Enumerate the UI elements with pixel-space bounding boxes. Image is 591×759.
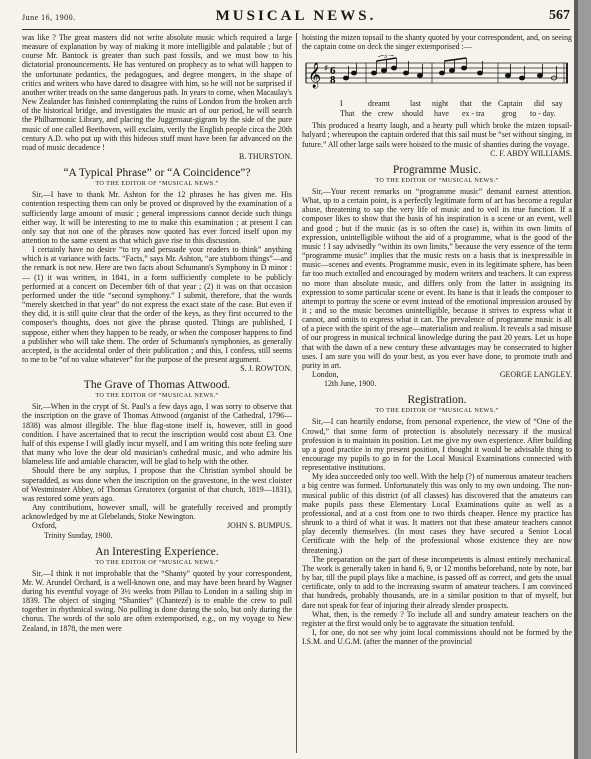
paragraph: I, for one, do not see why joint local commissions should not be formed by the I.S.M. and U.G.M. (after the manner of the provincial: [302, 627, 572, 647]
book-binding-edge: [574, 0, 591, 759]
paragraph: hoisting the mizen topsail to the shanty quoted by your correspondent, and, on seeing the captain come on deck the singer extemporised :—: [302, 33, 572, 52]
section-title-programme-music: Programme Music.: [392, 163, 482, 176]
paragraph: Any contributions, however small, will be gratefully received and promptly acknowledged by me at Glebelands, Stoke Newington.: [22, 503, 292, 522]
signature-row: [22, 521, 292, 530]
page-header: [22, 6, 570, 28]
section-subtitle: TO THE EDITOR OF “MUSICAL NEWS.”: [95, 392, 219, 400]
svg-text:♯: ♯: [324, 64, 329, 75]
paragraph: Sir,—Your recent remarks on “programme music” demand earnest attention. What, up to a certain point, is a perfectly legitimate form of art has become a regular abuse, threatening to sap the very life of music and to veil its true function. If a composer likes to show that the basis of his inspiration is a scene or an event, well and good ; but if the music (as is so often the case) is, within its own limits of expression, unintelligible without the aid of a programme, what is the good of the music ! I say advisedly “within its own limits,” because the very essence of the term “programme music” implies that the music rests on a basis that is inexpressible in music—scenes and events. Programme music, even in its legitimate sphere, has been far too much extolled and encouraged by modern writers and teachers. It can express no more than absolute music, and differs only from the latter in assigning its expression to some particular scene or event. Its bane is that it leads the composer to attempt to portray the scene or event instead of the emotional impression aroused by it ; and so the music becomes unintelligible, because it strives to express what it cannot, and omits to express what it can. The prevalence of programme music is all of a piece with the spirit of the age—materialism and realism. It reveals a sad misuse of our progress in musical technical knowledge during the past 20 years. Let us hope that with the dawn of a new century these advantages may be consecrated to higher uses. I am sure you will do your best, as you ever have done, to promote truth and purity in art.: [302, 186, 572, 370]
section-title-attwood: The Grave of Thomas Attwood.: [83, 379, 231, 392]
left-column: [22, 33, 292, 757]
letter-continuation: was like ? The great masters did not write absolute music which required a large measure of explanation by way of making it more intelligible and palatable ; but of course Mr. Bantock is greater than such past fossils, and we must bow to his dictatorial pronouncements. He has ventured on prophecy as to what will happen to the unfortunate pedantics, the pedagogues, and degree mongers, in the shape of critics and writers who have dared to disagree with him, so he will not be surprised if another writer treads on the same dangerous path. In years to come, when Macaulay's New Zealander has finished contemplating the ruins of London from the broken arch of the historical bridge, and investigates the music art of our period, he will search the Philharmonic Library, and placing the Juggernaut-gigram by the side of the pure music of one called Beethoven, will exclaim, verily the English people circa the 20th century A.D. who put up with this hideous stuff must have been far advanced on the road of music decadence !: [22, 33, 292, 152]
header-date: June 16, 1900.: [22, 13, 76, 22]
paragraph: This produced a hearty laugh, and a hearty pull which broke the mizen topsail-halyard ; whereupon the captain ordered that this sail must be “set without singing, in future.” All other large sails were hoisted to the music of shanties during the voyage.: [302, 121, 572, 149]
triplet-marking: 3: [384, 55, 387, 61]
section-title-interesting-experience: An Interesting Experience.: [95, 545, 219, 558]
place-oxford: Oxford,: [32, 521, 57, 531]
paragraph: Should there be any surplus, I propose that the Christian symbol should be superadded, as was done when the inscription on the gravestone, in the west cloister of Westminster Abbey, of Thomas Greatorex (organist of that church, 1819—1831), was restored some years ago.: [22, 466, 292, 503]
date-trinity-sunday: Trinity Sunday, 1900.: [44, 530, 113, 540]
section-subtitle: TO THE EDITOR OF “MUSICAL NEWS.”: [95, 558, 219, 566]
paragraph: Sir,—When in the crypt of St. Paul's a few days ago, I was sorry to observe that the inscription on the grave of Thomas Attwood (organist of the Cathedral, 1796—1838) was almost illegible. The blue flag-stone itself is, however, still in good condition. I have ascertained that to recut the inscription would cost about £3. One half of this expense I will gladly incur myself, and I am writing this note feeling sure that many who love the dear old musician's cathedral music, and who admire his blameless life and amiable character, will be glad to help with the other.: [22, 402, 292, 467]
paragraph: My idea succeeded only too well. With the help (?) of numerous amateur teachers a big centre was formed. Unfortunately this was only to my own undoing. The non-musical public of this district (of all classes) has discovered that the amateurs can make pupils pass these Elementary Local Examinations quite as well as a professional, and at a cost from one to two thirds cheaper. Hence my practice has shrunk to a third of what it was. It matters not that these amateur teachers cannot play decently themselves. (In most cases they have secured a Senior Local Certificate with the help of the professional whose existence they are now threatening.): [302, 472, 572, 555]
signature-rowton: S. J. ROWTON.: [240, 364, 292, 374]
right-column: [302, 33, 572, 757]
section-title-registration: Registration.: [407, 394, 467, 407]
binding-shadow: [574, 0, 578, 759]
signature-williams: C. F. ABDY WILLIAMS.: [490, 148, 572, 158]
header-title: MUSICAL NEWS.: [215, 8, 377, 24]
paragraph: Sir,—I think it not improbable that the “Shanty” quoted by your correspondent, Mr. W. Arundel Orchard, is a well-known one, and may have been heard by Wagner during his eventful voyage of 3½ weeks from Pillau to London in a sailing ship in 1839. The object of singing “Shanties” (Chantezé) is to enable the crew to pull together in rhythmical swing. No pulling is done during the solo, but only during the chorus. The words of the solo are often extemporised, e.g., on my voyage to New Zealand, in 1878, the men were: [22, 568, 292, 633]
section-title-typical-phrase: “A Typical Phrase” or “A Coincidence”?: [63, 167, 251, 180]
paragraph: The preparation on the part of these incompetents is almost entirely mechanical. The work is generally taken in hand 6, 9, or 12 months beforehand, note by note, bar by bar, till the pupil plays like a machine, is passed off as correct, and gets the usual certificate, only to add to the increasing swarm of amateur teachers. I am convinced that hundreds, probably thousands, are in a similar position to that of myself, but dare not speak for fear of injuring their already slender prospects.: [302, 554, 572, 610]
treble-clef-icon: 𝄞: [308, 63, 322, 89]
signature-row: [302, 370, 572, 379]
paragraph: Sir,—I have to thank Mr. Ashton for the 12 phrases he has given me. His contention respecting them can only be proved or disproved by the examination of a sufficiently large amount of music ; general impressions cannot decide such things either way. It will be interesting to me to make this examination ; at present I can only say that not one of the phrases now quoted has ever forced itself upon my attention to the same extent as that which gave rise to this discussion.: [22, 190, 292, 245]
section-subtitle: TO THE EDITOR OF “MUSICAL NEWS.”: [95, 180, 219, 188]
paragraph: What, then, is the remedy ? To include all and sundry amateur teachers on the register at the first would only be to aggravate the situation tenfold.: [302, 609, 572, 628]
signature-langley: GEORGE LANGLEY.: [499, 370, 572, 380]
column-divider: [296, 33, 297, 753]
music-example: 𝄞 ♯ 6 8 3 I dreamt last night that the Captain did say That the crew should have ex - tra grog to - day.: [302, 55, 572, 119]
header-rule: [22, 29, 570, 30]
signature-thurston: B. THURSTON.: [239, 152, 292, 162]
place-london: London,: [312, 370, 339, 380]
svg-text:6: 6: [330, 65, 336, 78]
paragraph: Sir,—I can heartily endorse, from personal experience, the view of “One of the Crowd,” that some form of protection is absolutely necessary if the musical profession is to maintain its position. Let me give my own experience. After building up a good practice in my present position, I thought it would be advisable thing to encourage my pupils to go in for the Local Musical Examinations connected with representative institutions.: [302, 417, 572, 473]
header-page-number: 567: [549, 8, 570, 23]
section-subtitle: TO THE EDITOR OF “MUSICAL NEWS.”: [375, 407, 499, 415]
paragraph: I certainly have no desire “to try and persuade your readers to think” anything which is at variance with facts. “Facts,” says Mr. Ashton, “are stubborn things”—and the remark is not new. Here are two facts about Schumann's Symphony in D minor :— (1) it was written, in 1841, in a form sufficiently complete to be publicly performed at a concert on December 6th of that year ; (2) it was on that occasion performed under the title “second symphony.” I submit, therefore, that the words “merely sketched in that year” do not express the exact state of the case. But even if they did, it is still quite clear that the order of the keys, as they first occurred to the composer's thoughts, does not give the phrase quoted. Things are published, I suppose, either when they happen to be ready, or when the composer happens to find a publisher who will take them. The order of Schumann's symphonies, as generally accepted, is the accidental order of their publication ; and this, I confess, still seems to me to be “of no value whatever” for the purpose of the present argument.: [22, 245, 292, 364]
signature-bumpus: JOHN S. BUMPUS.: [227, 521, 292, 531]
svg-text:8: 8: [330, 74, 336, 87]
section-subtitle: TO THE EDITOR OF “MUSICAL NEWS.”: [375, 176, 499, 184]
date-12th-june: 12th June, 1900.: [324, 379, 377, 389]
music-staff: [302, 55, 572, 99]
